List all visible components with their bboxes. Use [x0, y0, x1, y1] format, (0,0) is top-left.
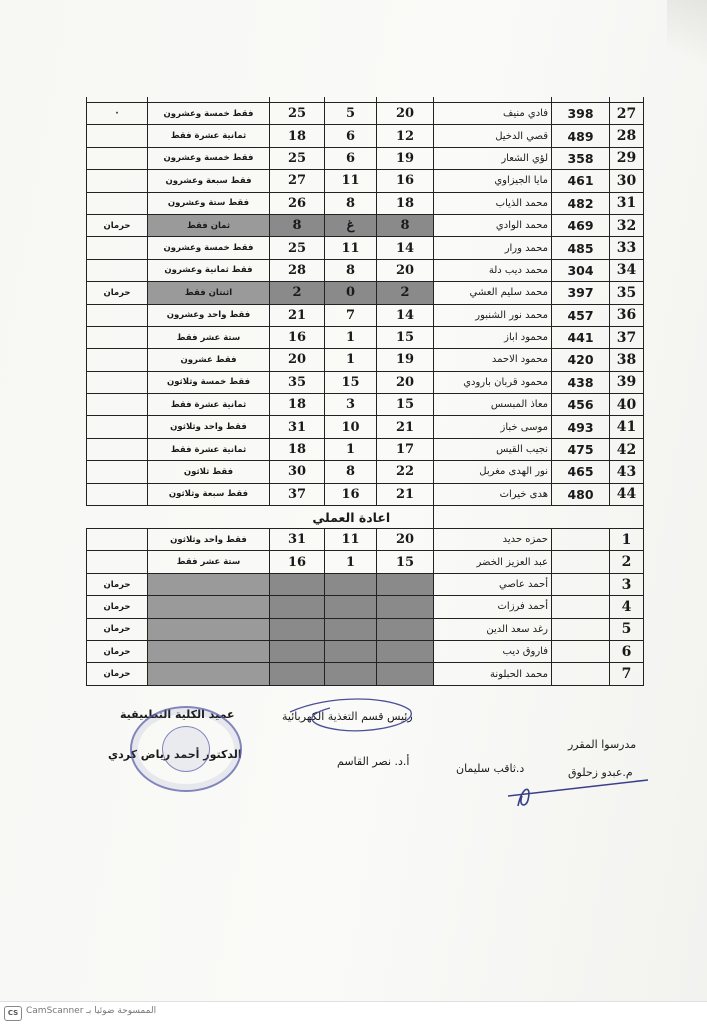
official-stamp: [130, 706, 242, 792]
score-practical: 20: [377, 103, 434, 125]
score-exam: 10: [325, 416, 377, 438]
student-id: [552, 640, 610, 662]
student-id: [552, 663, 610, 685]
row-number: 29: [610, 147, 644, 169]
score-total: 25: [270, 103, 325, 125]
score-total: 31: [270, 416, 325, 438]
redo-section-title: اعادة العملي: [312, 509, 391, 525]
row-number: 4: [610, 596, 644, 618]
score-practical: 19: [377, 147, 434, 169]
total-in-words: فقط ثمانية وعشرون: [148, 259, 270, 281]
table-row: [87, 170, 644, 192]
score-practical: 8: [377, 214, 434, 236]
total-in-words: [148, 618, 270, 640]
total-in-words: ستة عشر فقط: [148, 326, 270, 348]
dept-head-title: رئيس قسم التغذية الكهربائية: [282, 710, 413, 723]
score-practical: [377, 596, 434, 618]
status-note: حرمان: [87, 618, 148, 640]
table-row: [87, 147, 644, 169]
score-practical: 14: [377, 237, 434, 259]
row-number: 7: [610, 663, 644, 685]
student-id: 482: [552, 192, 610, 214]
total-in-words: فقط خمسة وعشرون: [148, 237, 270, 259]
table-row: [87, 596, 644, 618]
student-name: عبد العزيز الخضر: [434, 551, 552, 573]
table-row: [87, 483, 644, 505]
grades-body: [87, 97, 644, 685]
student-name: أحمد فرزات: [434, 596, 552, 618]
score-total: 26: [270, 192, 325, 214]
status-note: [87, 461, 148, 483]
score-practical: 14: [377, 304, 434, 326]
row-number: 35: [610, 282, 644, 304]
score-total: 2: [270, 282, 325, 304]
score-exam: [325, 640, 377, 662]
score-exam: 16: [325, 483, 377, 505]
total-in-words: فقط واحد وعشرون: [148, 304, 270, 326]
table-row: [87, 573, 644, 595]
score-practical: 15: [377, 326, 434, 348]
total-in-words: اثنتان فقط: [148, 282, 270, 304]
student-name: حمزه حديد: [434, 529, 552, 551]
row-number: 1: [610, 529, 644, 551]
student-id: [552, 529, 610, 551]
score-total: 21: [270, 304, 325, 326]
status-note: [87, 483, 148, 505]
score-practical: [377, 640, 434, 662]
row-number: 42: [610, 438, 644, 460]
teacher1-name: م.عبدو زحلوق: [568, 766, 633, 779]
score-exam: 11: [325, 237, 377, 259]
total-in-words: فقط عشرون: [148, 349, 270, 371]
status-note: [87, 170, 148, 192]
row-number: 30: [610, 170, 644, 192]
student-id: [552, 618, 610, 640]
table-row: [87, 461, 644, 483]
row-number: 5: [610, 618, 644, 640]
score-practical: 21: [377, 483, 434, 505]
table-row: [87, 416, 644, 438]
table-row: [87, 214, 644, 236]
score-total: 31: [270, 529, 325, 551]
student-name: نجيب القيس: [434, 438, 552, 460]
score-exam: 8: [325, 192, 377, 214]
score-total: 35: [270, 371, 325, 393]
score-exam: [325, 663, 377, 685]
status-note: حرمان: [87, 214, 148, 236]
status-note: [87, 259, 148, 281]
score-total: 8: [270, 214, 325, 236]
student-name: فاروق ديب: [434, 640, 552, 662]
student-id: 441: [552, 326, 610, 348]
score-total: 25: [270, 237, 325, 259]
student-name: نور الهدى مغربل: [434, 461, 552, 483]
table-row: [87, 326, 644, 348]
redo-header-blank: [434, 506, 644, 529]
student-id: [552, 573, 610, 595]
student-id: 438: [552, 371, 610, 393]
table-row: [87, 371, 644, 393]
score-exam: [325, 573, 377, 595]
status-note: [87, 192, 148, 214]
score-practical: 20: [377, 259, 434, 281]
total-in-words: ثمانية عشرة فقط: [148, 394, 270, 416]
row-number: 37: [610, 326, 644, 348]
student-name: مايا الجيزاوي: [434, 170, 552, 192]
row-number: 36: [610, 304, 644, 326]
score-practical: 21: [377, 416, 434, 438]
student-name: معاذ المبسس: [434, 394, 552, 416]
student-id: 397: [552, 282, 610, 304]
table-row: [87, 349, 644, 371]
redo-header-spacer: [87, 506, 270, 529]
status-note: [87, 326, 148, 348]
student-id: 456: [552, 394, 610, 416]
score-total: 18: [270, 438, 325, 460]
table-row: [87, 438, 644, 460]
score-practical: 20: [377, 371, 434, 393]
table-row: [87, 192, 644, 214]
status-note: حرمان: [87, 282, 148, 304]
table-row: [87, 551, 644, 573]
score-total: 16: [270, 326, 325, 348]
score-total: 30: [270, 461, 325, 483]
score-total: 18: [270, 394, 325, 416]
row-number: 32: [610, 214, 644, 236]
student-id: 475: [552, 438, 610, 460]
score-total: 28: [270, 259, 325, 281]
table-row: [87, 103, 644, 125]
total-in-words: فقط واحد وثلاثون: [148, 529, 270, 551]
status-note: [87, 304, 148, 326]
redo-section-header: [87, 506, 644, 529]
score-exam: 8: [325, 461, 377, 483]
score-exam: 11: [325, 529, 377, 551]
score-exam: 1: [325, 349, 377, 371]
student-id: 493: [552, 416, 610, 438]
total-in-words: فقط سبعة وثلاثون: [148, 483, 270, 505]
student-name: قصي الدخيل: [434, 125, 552, 147]
table-row: [87, 237, 644, 259]
table-row: [87, 529, 644, 551]
score-practical: [377, 618, 434, 640]
score-total: 20: [270, 349, 325, 371]
student-id: 465: [552, 461, 610, 483]
student-id: [552, 551, 610, 573]
score-total: [270, 573, 325, 595]
score-practical: 15: [377, 551, 434, 573]
score-total: 18: [270, 125, 325, 147]
row-number: 41: [610, 416, 644, 438]
teachers-label: مدرسوا المقرر: [568, 738, 637, 751]
total-in-words: [148, 640, 270, 662]
score-practical: 17: [377, 438, 434, 460]
dept-head-name: أ.د. نصر القاسم: [337, 755, 410, 768]
score-exam: 11: [325, 170, 377, 192]
row-number: 38: [610, 349, 644, 371]
score-practical: 19: [377, 349, 434, 371]
student-id: 420: [552, 349, 610, 371]
teacher-signature: [488, 766, 658, 816]
row-number: 6: [610, 640, 644, 662]
status-note: حرمان: [87, 663, 148, 685]
student-id: 304: [552, 259, 610, 281]
student-name: محمد ديب دلة: [434, 259, 552, 281]
student-name: موسى خباز: [434, 416, 552, 438]
table-row: [87, 125, 644, 147]
dean-name: الدكتور أحمد رياض كردي: [108, 748, 242, 761]
camscanner-logo: CS: [4, 1006, 22, 1021]
student-name: محمود اباز: [434, 326, 552, 348]
score-practical: [377, 573, 434, 595]
student-name: محمد سليم العشي: [434, 282, 552, 304]
row-number: 3: [610, 573, 644, 595]
total-in-words: فقط واحد وثلاثون: [148, 416, 270, 438]
score-total: 27: [270, 170, 325, 192]
status-note: ·: [87, 103, 148, 125]
status-note: حرمان: [87, 640, 148, 662]
row-number: 28: [610, 125, 644, 147]
row-number: 2: [610, 551, 644, 573]
row-number: 43: [610, 461, 644, 483]
total-in-words: فقط خمسة وثلاثون: [148, 371, 270, 393]
table-row: [87, 259, 644, 281]
table-row: [87, 304, 644, 326]
total-in-words: [148, 596, 270, 618]
table-row: [87, 663, 644, 685]
student-id: 489: [552, 125, 610, 147]
student-name: محمد الوادي: [434, 214, 552, 236]
total-in-words: [148, 663, 270, 685]
score-practical: 15: [377, 394, 434, 416]
camscanner-label: الممسوحة ضوئيا بـ CamScanner: [26, 1006, 157, 1016]
score-exam: 15: [325, 371, 377, 393]
stamp-emblem: [162, 726, 210, 772]
grades-table: [86, 97, 644, 686]
student-name: فادي منيف: [434, 103, 552, 125]
table-row: [87, 618, 644, 640]
score-practical: 22: [377, 461, 434, 483]
score-exam: 8: [325, 259, 377, 281]
row-number: 33: [610, 237, 644, 259]
student-id: 358: [552, 147, 610, 169]
score-practical: 12: [377, 125, 434, 147]
student-name: رغد سعد الدين: [434, 618, 552, 640]
status-note: [87, 371, 148, 393]
student-id: 469: [552, 214, 610, 236]
student-id: 398: [552, 103, 610, 125]
score-total: [270, 640, 325, 662]
dept-head-signature: [270, 690, 430, 750]
student-name: هدى خيرات: [434, 483, 552, 505]
total-in-words: ثمانية عشرة فقط: [148, 438, 270, 460]
student-name: محمد الذياب: [434, 192, 552, 214]
status-note: [87, 394, 148, 416]
student-name: محمود قربان بارودي: [434, 371, 552, 393]
row-number: 39: [610, 371, 644, 393]
row-number: 44: [610, 483, 644, 505]
row-number: 34: [610, 259, 644, 281]
student-name: لؤي الشعار: [434, 147, 552, 169]
total-in-words: ستة عشر فقط: [148, 551, 270, 573]
status-note: [87, 349, 148, 371]
score-practical: 2: [377, 282, 434, 304]
status-note: [87, 438, 148, 460]
score-exam: 1: [325, 551, 377, 573]
score-practical: 20: [377, 529, 434, 551]
row-number: 27: [610, 103, 644, 125]
score-total: 37: [270, 483, 325, 505]
score-total: [270, 663, 325, 685]
status-note: [87, 529, 148, 551]
status-note: حرمان: [87, 596, 148, 618]
table-row: [87, 394, 644, 416]
total-in-words: فقط ستة وعشرون: [148, 192, 270, 214]
student-name: أحمد عاصي: [434, 573, 552, 595]
score-exam: غ: [325, 214, 377, 236]
total-in-words: فقط خمسة وعشرون: [148, 147, 270, 169]
scanner-footer: [0, 1001, 707, 1024]
score-exam: 1: [325, 326, 377, 348]
status-note: حرمان: [87, 573, 148, 595]
student-name: محمد ورار: [434, 237, 552, 259]
student-name: محمد نور الشنبور: [434, 304, 552, 326]
score-exam: 1: [325, 438, 377, 460]
status-note: [87, 416, 148, 438]
score-exam: 6: [325, 125, 377, 147]
score-practical: 18: [377, 192, 434, 214]
table-row: [87, 640, 644, 662]
score-total: 25: [270, 147, 325, 169]
score-total: 16: [270, 551, 325, 573]
score-practical: 16: [377, 170, 434, 192]
score-practical: [377, 663, 434, 685]
score-total: [270, 618, 325, 640]
status-note: [87, 147, 148, 169]
student-id: [552, 596, 610, 618]
student-id: 461: [552, 170, 610, 192]
status-note: [87, 125, 148, 147]
page-shadow: [667, 0, 707, 80]
score-exam: 0: [325, 282, 377, 304]
score-exam: [325, 596, 377, 618]
score-exam: 3: [325, 394, 377, 416]
student-id: 480: [552, 483, 610, 505]
status-note: [87, 551, 148, 573]
score-exam: 6: [325, 147, 377, 169]
dean-title: عميد الكلية التطبيقية: [120, 708, 235, 721]
total-in-words: فقط سبعة وعشرون: [148, 170, 270, 192]
total-in-words: ثمان فقط: [148, 214, 270, 236]
table-row: [87, 282, 644, 304]
row-number: 31: [610, 192, 644, 214]
score-exam: 5: [325, 103, 377, 125]
score-exam: [325, 618, 377, 640]
total-in-words: فقط ثلاثون: [148, 461, 270, 483]
score-total: [270, 596, 325, 618]
score-exam: 7: [325, 304, 377, 326]
row-number: 40: [610, 394, 644, 416]
teacher2-name: د.ثاقب سليمان: [456, 762, 525, 775]
total-in-words: [148, 573, 270, 595]
total-in-words: فقط خمسة وعشرون: [148, 103, 270, 125]
total-in-words: ثمانية عشرة فقط: [148, 125, 270, 147]
student-id: 457: [552, 304, 610, 326]
student-name: محمد الحبلونة: [434, 663, 552, 685]
student-id: 485: [552, 237, 610, 259]
student-name: محمود الاحمد: [434, 349, 552, 371]
status-note: [87, 237, 148, 259]
